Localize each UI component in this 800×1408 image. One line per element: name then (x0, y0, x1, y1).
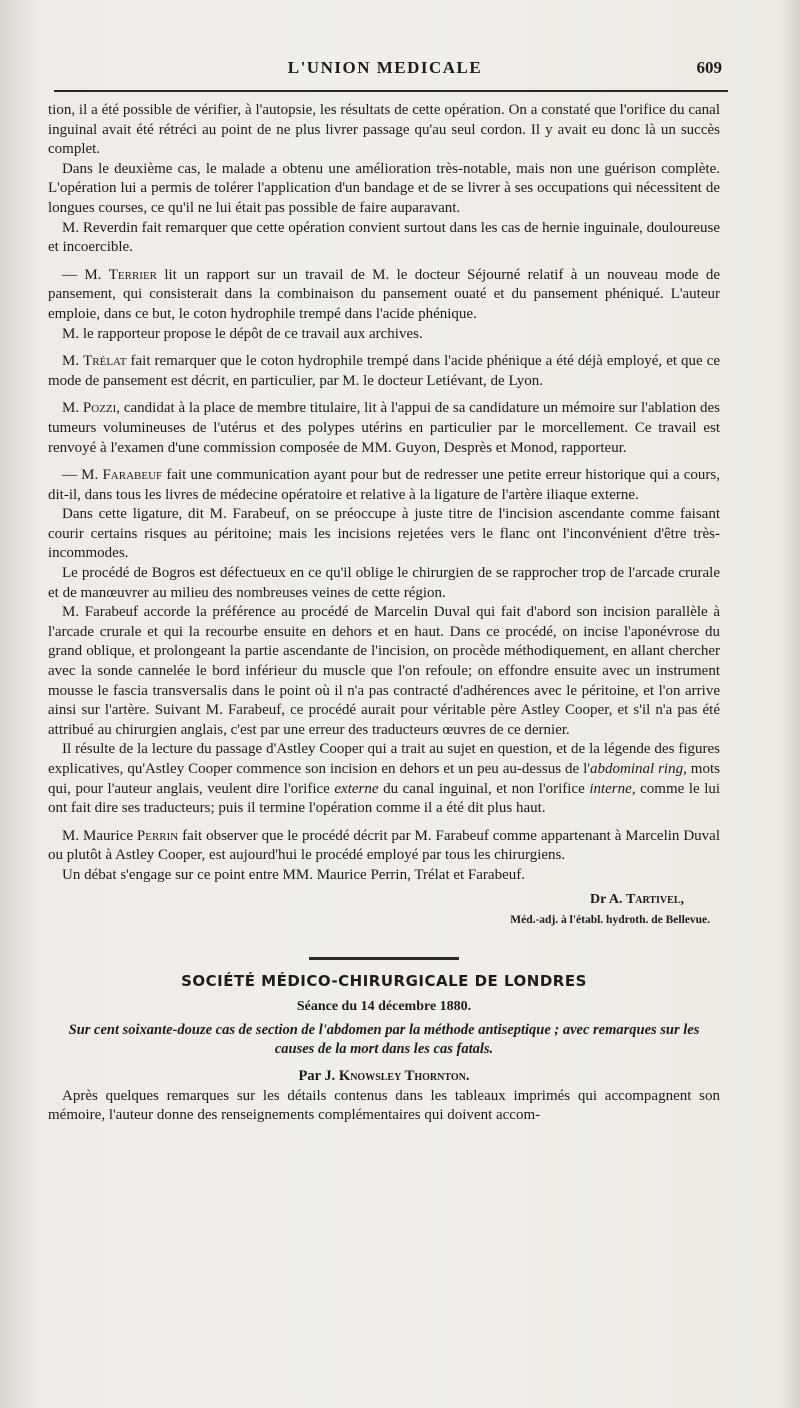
signature-affiliation: Méd.-adj. à l'établ. hydroth. de Bellevue. (510, 914, 710, 927)
speaker-name: Perrin (136, 827, 179, 844)
italic-term: interne (589, 780, 632, 797)
italic-term: externe (334, 780, 379, 797)
page-number: 609 (696, 58, 722, 77)
speaker-name: Pozzi (82, 400, 117, 417)
header-rule (54, 90, 728, 92)
paragraph: Un débat s'engage sur ce point entre MM. Maurice Perrin, Trélat et Farabeuf. (62, 866, 525, 883)
paragraph: Il résulte de la lecture du passage d'Astley Cooper qui a trait au sujet en question, et de la légende des figures explicatives, qu'Astley Cooper commence son incision en dehors et un peu au-dessus de l'abdominal ring, mots qui, pour l'auteur anglais, veulent dire l'orifice externe du canal inguinal, et non l'orifice interne, comme le lui ont fait dire ses traducteurs; puis il termine l'opération comme il a été dit plus haut. (48, 741, 721, 817)
section-divider (309, 957, 459, 960)
paragraph: Le procédé de Bogros est défectueux en ce qu'il oblige le chirurgien de se rapprocher trop de l'arcade crurale et de manœuvrer au milieu des nombreuses veines de cette région. (48, 565, 720, 601)
paragraph: M. Reverdin fait remarquer que cette opération convient surtout dans les cas de hernie inguinale, douloureuse et incoercible. (48, 219, 720, 256)
session-date: Séance du 14 décembre 1880. (296, 999, 472, 1015)
italic-term: abdominal ring (589, 761, 684, 777)
paragraph: — M. Farabeuf fait une communication ayant pour but de redresser une petite erreur historique qui a cours, dit-il, dans tous les livres de médecine opératoire et relative à la ligature de l'artère iliaque externe. (48, 467, 721, 503)
paper-title: Sur cent soixante-douze cas de section de l'abdomen par la méthode antiseptique ; avec remarques sur les causes de la mort dans les cas fatals. (68, 1021, 700, 1057)
paragraph: Dans le deuxième cas, le malade a obtenu une amélioration très-notable, mais non une guérison complète. L'opération lui a permis de tolérer l'application d'un bandage et de se livrer à ses occupations qui nécessitent de longues courses, ce qu'il ne lui était pas possible de faire auparavant. (48, 160, 720, 216)
running-title: L'UNION MEDICALE (287, 58, 483, 77)
signature: Dr A. Tartivel, (590, 891, 684, 907)
speaker-name: Trélat (83, 353, 127, 370)
paragraph: M. Maurice Perrin fait observer que le procédé décrit par M. Farabeuf comme appartenant à Marcelin Duval ou plutôt à Astley Cooper, est aujourd'hui le procédé employé par tous les chirurgiens. (48, 827, 720, 864)
section-title: SOCIÉTÉ MÉDICO-CHIRURGICALE DE LONDRES (181, 971, 587, 990)
paragraph: tion, il a été possible de vérifier, à l'autopsie, les résultats de cette opération. On a constaté que l'orifice du canal inguinal avait été rétréci au point de ne plus livrer passage qu'au seul cordon. Il y avait eu donc là un succès complet. (48, 102, 720, 158)
paragraph: M. Pozzi, candidat à la place de membre titulaire, lit à l'appui de sa candidature un mémoire sur l'ablation des tumeurs volumineuses de l'utérus et des polypes utérins en particulier par le morcellement. Ce travail est renvoyé à l'examen d'une commission composée de MM. Guyon, Desprès et Monod, rapporteur. (48, 400, 720, 456)
article-body (48, 101, 720, 1126)
speaker-name: Terrier (108, 266, 158, 283)
paper-author: Par J. Knowsley Thornton. (298, 1067, 470, 1084)
page-header (40, 58, 730, 84)
paragraph: M. Trélat fait remarquer que le coton hydrophile trempé dans l'acide phénique a été déjà employé, et que ce mode de pansement est décrit, en particulier, par M. le docteur Letiévant, de Lyon. (48, 353, 721, 389)
speaker-name: Farabeuf (102, 467, 163, 484)
paragraph: M. le rapporteur propose le dépôt de ce travail aux archives. (62, 325, 423, 342)
paragraph: — M. Terrier lit un rapport sur un travail de M. le docteur Séjourné relatif à un nouveau mode de pansement, qui consisterait dans la combinaison du pansement ouaté et du pansement phéniqué. L'auteur emploie, dans ce but, le coton hydrophile trempé dans l'acide phénique. (48, 266, 721, 322)
paragraph: M. Farabeuf accorde la préférence au procédé de Marcelin Duval qui fait d'abord son incision parallèle à l'arcade crurale et qui la recourbe ensuite en dehors et en haut. Dans ce procédé, on incise l'aponévrose du grand oblique, et prolongeant la partie ascendante de l'incision, on procède méthodiquement, en allant chercher avec la sonde cannelée le bord inférieur du muscle que l'on refoule; on effondre ensuite avec un instrument mousse le fascia transversalis dans le point où il n'a pas contracté d'adhérences avec le péritoine, et l'on arrive ainsi sur l'artère. Suivant M. Farabeuf, ce procédé aurait pour véritable père Astley Cooper, et s'il n'a pas été attribué au chirurgien anglais, c'est par une erreur des traducteurs œuvres de ce dernier. (48, 604, 720, 738)
paragraph: Dans cette ligature, dit M. Farabeuf, on se préoccupe à juste titre de l'incision ascendante comme faisant courir certains risques au péritoine; mais les incisions rejetées vers le flanc ont l'inconvénient d'être très-incommodes. (48, 506, 720, 562)
paragraph: Après quelques remarques sur les détails contenus dans les tableaux imprimés qui accompagnent son mémoire, l'auteur donne des renseignements complémentaires qui doivent accom- (48, 1087, 720, 1124)
